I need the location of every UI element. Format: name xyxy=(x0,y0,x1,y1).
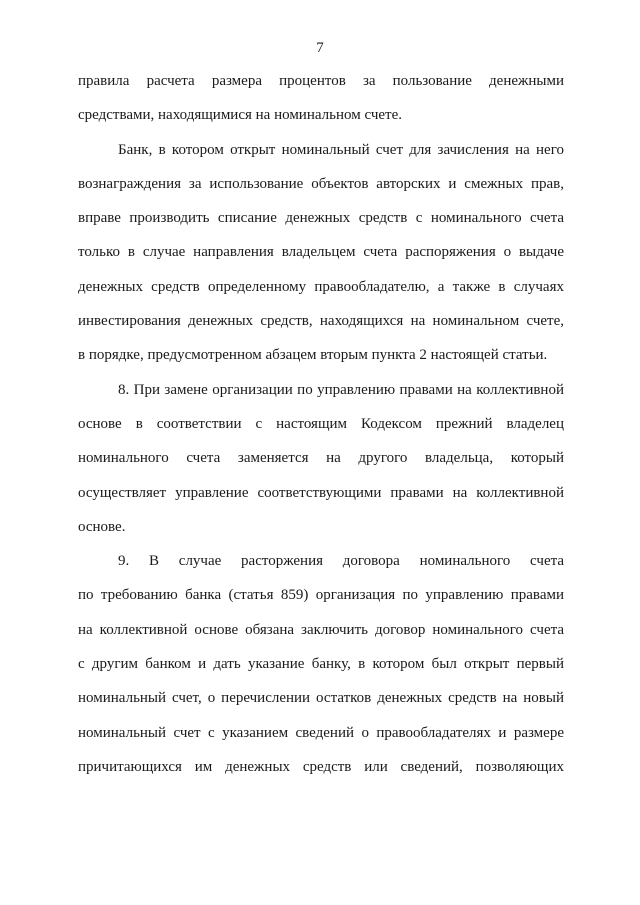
text-line: основе. xyxy=(78,518,126,535)
text-line: по требованию банка (статья 859) организация по управлению правами xyxy=(78,587,564,604)
text-line: вправе производить списание денежных средств с номинального счета xyxy=(78,210,564,227)
text-line: основе в соответствии с настоящим Кодексом прежний владелец xyxy=(78,415,564,432)
text-line: номинальный счет, о перечислении остатков денежных средств на новый xyxy=(78,690,564,707)
text-line: вознаграждения за использование объектов авторских и смежных прав, xyxy=(78,175,564,192)
paragraph xyxy=(78,133,564,373)
paragraph xyxy=(78,373,564,544)
text-line: в порядке, предусмотренном абзацем вторым пункта 2 настоящей статьи. xyxy=(78,347,548,364)
text-line: причитающихся им денежных средств или сведений, позволяющих xyxy=(78,758,564,775)
paragraph xyxy=(78,544,564,784)
text-line: номинальный счет с указанием сведений о правообладателях и размере xyxy=(78,724,564,741)
text-line: средствами, находящимися на номинальном счете. xyxy=(78,107,402,124)
text-line: Банк, в котором открыт номинальный счет для зачисления на него xyxy=(118,141,564,158)
text-line: только в случае направления владельцем счета распоряжения о выдаче xyxy=(78,244,564,261)
paragraph xyxy=(78,64,564,133)
text-line: 8. При замене организации по управлению правами на коллективной xyxy=(118,381,564,398)
text-line: номинального счета заменяется на другого владельца, который xyxy=(78,450,564,467)
text-line: 9. В случае расторжения договора номинального счета xyxy=(118,553,564,570)
text-line: денежных средств определенному правообладателю, а также в случаях xyxy=(78,278,564,295)
text-line: на коллективной основе обязана заключить договор номинального счета xyxy=(78,621,564,638)
text-line: осуществляет управление соответствующими правами на коллективной xyxy=(78,484,564,501)
text-line: правила расчета размера процентов за пользование денежными xyxy=(78,73,564,89)
document-body xyxy=(78,64,564,784)
text-line: с другим банком и дать указание банку, в котором был открыт первый xyxy=(78,656,564,673)
page-number: 7 xyxy=(316,40,324,56)
text-line: инвестирования денежных средств, находящихся на номинальном счете, xyxy=(78,313,564,330)
